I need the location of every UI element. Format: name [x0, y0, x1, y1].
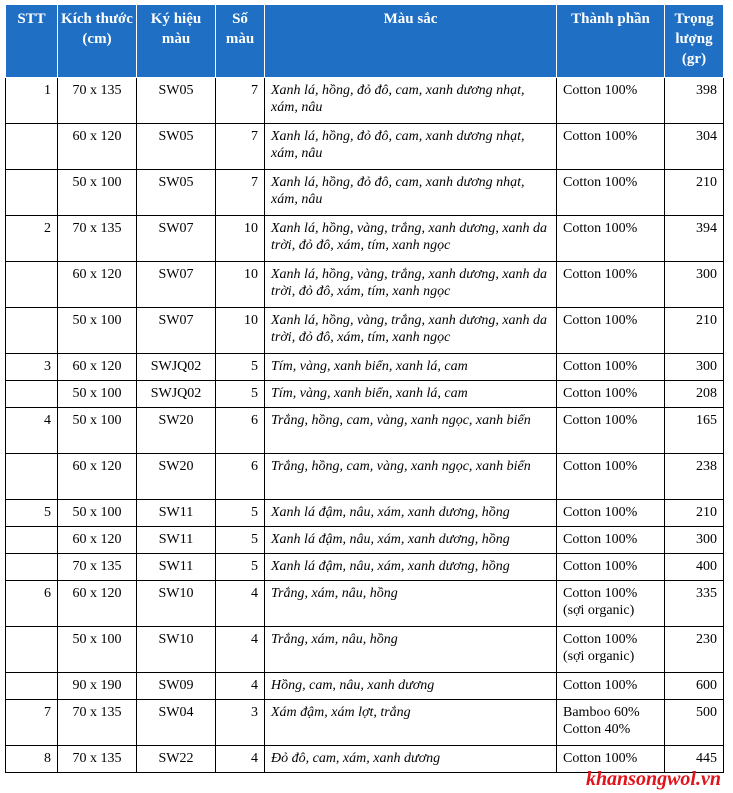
cell-color-count: 5: [216, 381, 265, 408]
table-row: [6, 408, 724, 454]
header-weight: Trọng lượng (gr): [665, 5, 724, 78]
cell-colors: Xanh lá, hồng, vàng, trắng, xanh dương, xanh da trời, đỏ đô, xám, tím, xanh ngọc: [265, 216, 557, 262]
cell-weight: 208: [665, 381, 724, 408]
cell-colors: Xám đậm, xám lợt, trắng: [265, 700, 557, 746]
cell-size: 60 x 120: [58, 454, 137, 500]
cell-color-code: SW10: [137, 581, 216, 627]
cell-composition: Cotton 100%: [557, 262, 665, 308]
cell-composition: Cotton 100%: [557, 381, 665, 408]
cell-composition: Cotton 100%: [557, 124, 665, 170]
header-composition: Thành phần: [557, 5, 665, 78]
cell-composition: Cotton 100%: [557, 78, 665, 124]
cell-composition: Cotton 100%: [557, 354, 665, 381]
cell-stt: 8: [6, 746, 58, 773]
cell-stt: [6, 381, 58, 408]
cell-color-count: 4: [216, 746, 265, 773]
table-row: [6, 554, 724, 581]
cell-size: 50 x 100: [58, 308, 137, 354]
cell-color-count: 6: [216, 408, 265, 454]
cell-weight: 230: [665, 627, 724, 673]
cell-color-code: SW11: [137, 554, 216, 581]
cell-colors: Xanh lá đậm, nâu, xám, xanh dương, hồng: [265, 527, 557, 554]
cell-stt: [6, 170, 58, 216]
cell-colors: Xanh lá, hồng, đỏ đô, cam, xanh dương nhạt, xám, nâu: [265, 170, 557, 216]
cell-composition: Cotton 100%: [557, 454, 665, 500]
cell-color-code: SW07: [137, 262, 216, 308]
table-row: [6, 78, 724, 124]
cell-weight: 300: [665, 527, 724, 554]
cell-size: 90 x 190: [58, 673, 137, 700]
cell-color-code: SW20: [137, 454, 216, 500]
cell-stt: 1: [6, 78, 58, 124]
table-row: [6, 581, 724, 627]
cell-weight: 210: [665, 170, 724, 216]
cell-composition: Cotton 100% (sợi organic): [557, 627, 665, 673]
cell-weight: 300: [665, 262, 724, 308]
cell-stt: [6, 527, 58, 554]
cell-stt: [6, 308, 58, 354]
cell-stt: 2: [6, 216, 58, 262]
cell-color-code: SW05: [137, 170, 216, 216]
cell-color-count: 5: [216, 354, 265, 381]
cell-size: 60 x 120: [58, 354, 137, 381]
cell-weight: 238: [665, 454, 724, 500]
cell-color-count: 10: [216, 216, 265, 262]
cell-colors: Tím, vàng, xanh biển, xanh lá, cam: [265, 381, 557, 408]
cell-size: 60 x 120: [58, 262, 137, 308]
table-row: [6, 627, 724, 673]
cell-stt: [6, 673, 58, 700]
table-row: [6, 124, 724, 170]
cell-color-code: SW05: [137, 78, 216, 124]
cell-stt: [6, 454, 58, 500]
cell-colors: Xanh lá, hồng, đỏ đô, cam, xanh dương nhạt, xám, nâu: [265, 78, 557, 124]
cell-color-count: 3: [216, 700, 265, 746]
cell-color-count: 5: [216, 554, 265, 581]
cell-size: 50 x 100: [58, 500, 137, 527]
cell-composition: Cotton 100%: [557, 216, 665, 262]
cell-color-count: 5: [216, 527, 265, 554]
cell-colors: Xanh lá đậm, nâu, xám, xanh dương, hồng: [265, 500, 557, 527]
cell-color-code: SW10: [137, 627, 216, 673]
product-spec-table: [5, 4, 724, 773]
cell-composition: Cotton 100% (sợi organic): [557, 581, 665, 627]
cell-weight: 400: [665, 554, 724, 581]
cell-color-code: SW05: [137, 124, 216, 170]
cell-stt: [6, 262, 58, 308]
table-row: [6, 262, 724, 308]
table-row: [6, 308, 724, 354]
table-row: [6, 700, 724, 746]
cell-color-code: SW04: [137, 700, 216, 746]
cell-size: 50 x 100: [58, 170, 137, 216]
cell-colors: Trắng, xám, nâu, hồng: [265, 581, 557, 627]
cell-size: 70 x 135: [58, 746, 137, 773]
cell-size: 50 x 100: [58, 627, 137, 673]
cell-color-count: 4: [216, 673, 265, 700]
table-row: [6, 170, 724, 216]
cell-color-code: SWJQ02: [137, 381, 216, 408]
cell-stt: [6, 124, 58, 170]
cell-color-count: 4: [216, 581, 265, 627]
cell-stt: 6: [6, 581, 58, 627]
cell-composition: Cotton 100%: [557, 554, 665, 581]
cell-weight: 398: [665, 78, 724, 124]
cell-color-count: 7: [216, 78, 265, 124]
cell-weight: 335: [665, 581, 724, 627]
table-row: [6, 381, 724, 408]
cell-color-code: SW09: [137, 673, 216, 700]
cell-colors: Xanh lá đậm, nâu, xám, xanh dương, hồng: [265, 554, 557, 581]
cell-composition: Cotton 100%: [557, 308, 665, 354]
cell-color-code: SWJQ02: [137, 354, 216, 381]
cell-stt: 4: [6, 408, 58, 454]
cell-size: 50 x 100: [58, 408, 137, 454]
cell-weight: 300: [665, 354, 724, 381]
cell-size: 60 x 120: [58, 124, 137, 170]
cell-colors: Hồng, cam, nâu, xanh dương: [265, 673, 557, 700]
cell-color-count: 5: [216, 500, 265, 527]
cell-composition: Cotton 100%: [557, 408, 665, 454]
cell-size: 70 x 135: [58, 78, 137, 124]
cell-stt: [6, 554, 58, 581]
cell-color-count: 7: [216, 170, 265, 216]
cell-weight: 210: [665, 308, 724, 354]
cell-colors: Đỏ đô, cam, xám, xanh dương: [265, 746, 557, 773]
cell-weight: 500: [665, 700, 724, 746]
cell-weight: 304: [665, 124, 724, 170]
cell-color-count: 6: [216, 454, 265, 500]
cell-colors: Trắng, hồng, cam, vàng, xanh ngọc, xanh biển: [265, 408, 557, 454]
cell-size: 70 x 135: [58, 700, 137, 746]
cell-stt: 3: [6, 354, 58, 381]
table-row: [6, 500, 724, 527]
header-size: Kích thước (cm): [58, 5, 137, 78]
table-row: [6, 354, 724, 381]
cell-size: 60 x 120: [58, 581, 137, 627]
brand-watermark: khansongwol.vn: [585, 768, 721, 790]
table-row: [6, 527, 724, 554]
cell-weight: 394: [665, 216, 724, 262]
cell-composition: Cotton 100%: [557, 500, 665, 527]
table-row: [6, 454, 724, 500]
cell-color-code: SW07: [137, 216, 216, 262]
cell-composition: Cotton 100%: [557, 673, 665, 700]
cell-stt: 7: [6, 700, 58, 746]
cell-colors: Xanh lá, hồng, đỏ đô, cam, xanh dương nhạt, xám, nâu: [265, 124, 557, 170]
header-colors: Màu sắc: [265, 5, 557, 78]
cell-colors: Trắng, hồng, cam, vàng, xanh ngọc, xanh biển: [265, 454, 557, 500]
cell-colors: Xanh lá, hồng, vàng, trắng, xanh dương, xanh da trời, đỏ đô, xám, tím, xanh ngọc: [265, 308, 557, 354]
cell-colors: Tím, vàng, xanh biển, xanh lá, cam: [265, 354, 557, 381]
cell-color-count: 10: [216, 308, 265, 354]
table-row: [6, 216, 724, 262]
cell-color-code: SW11: [137, 500, 216, 527]
table-row: [6, 673, 724, 700]
header-color-count: Số màu: [216, 5, 265, 78]
cell-size: 50 x 100: [58, 381, 137, 408]
cell-colors: Trắng, xám, nâu, hồng: [265, 627, 557, 673]
cell-size: 70 x 135: [58, 216, 137, 262]
header-color-code: Ký hiệu màu: [137, 5, 216, 78]
cell-composition: Cotton 100%: [557, 170, 665, 216]
table-body: [6, 78, 724, 773]
cell-weight: 210: [665, 500, 724, 527]
cell-color-count: 4: [216, 627, 265, 673]
header-stt: STT: [6, 5, 58, 78]
cell-weight: 600: [665, 673, 724, 700]
cell-composition: Cotton 100%: [557, 746, 665, 773]
cell-stt: 5: [6, 500, 58, 527]
cell-weight: 165: [665, 408, 724, 454]
cell-color-count: 10: [216, 262, 265, 308]
cell-weight: 445: [665, 746, 724, 773]
cell-color-code: SW22: [137, 746, 216, 773]
cell-color-code: SW20: [137, 408, 216, 454]
cell-color-code: SW11: [137, 527, 216, 554]
cell-stt: [6, 627, 58, 673]
cell-colors: Xanh lá, hồng, vàng, trắng, xanh dương, xanh da trời, đỏ đô, xám, tím, xanh ngọc: [265, 262, 557, 308]
cell-composition: Bamboo 60% Cotton 40%: [557, 700, 665, 746]
cell-size: 70 x 135: [58, 554, 137, 581]
table-header-row: [6, 5, 724, 78]
cell-color-code: SW07: [137, 308, 216, 354]
cell-size: 60 x 120: [58, 527, 137, 554]
cell-color-count: 7: [216, 124, 265, 170]
cell-composition: Cotton 100%: [557, 527, 665, 554]
